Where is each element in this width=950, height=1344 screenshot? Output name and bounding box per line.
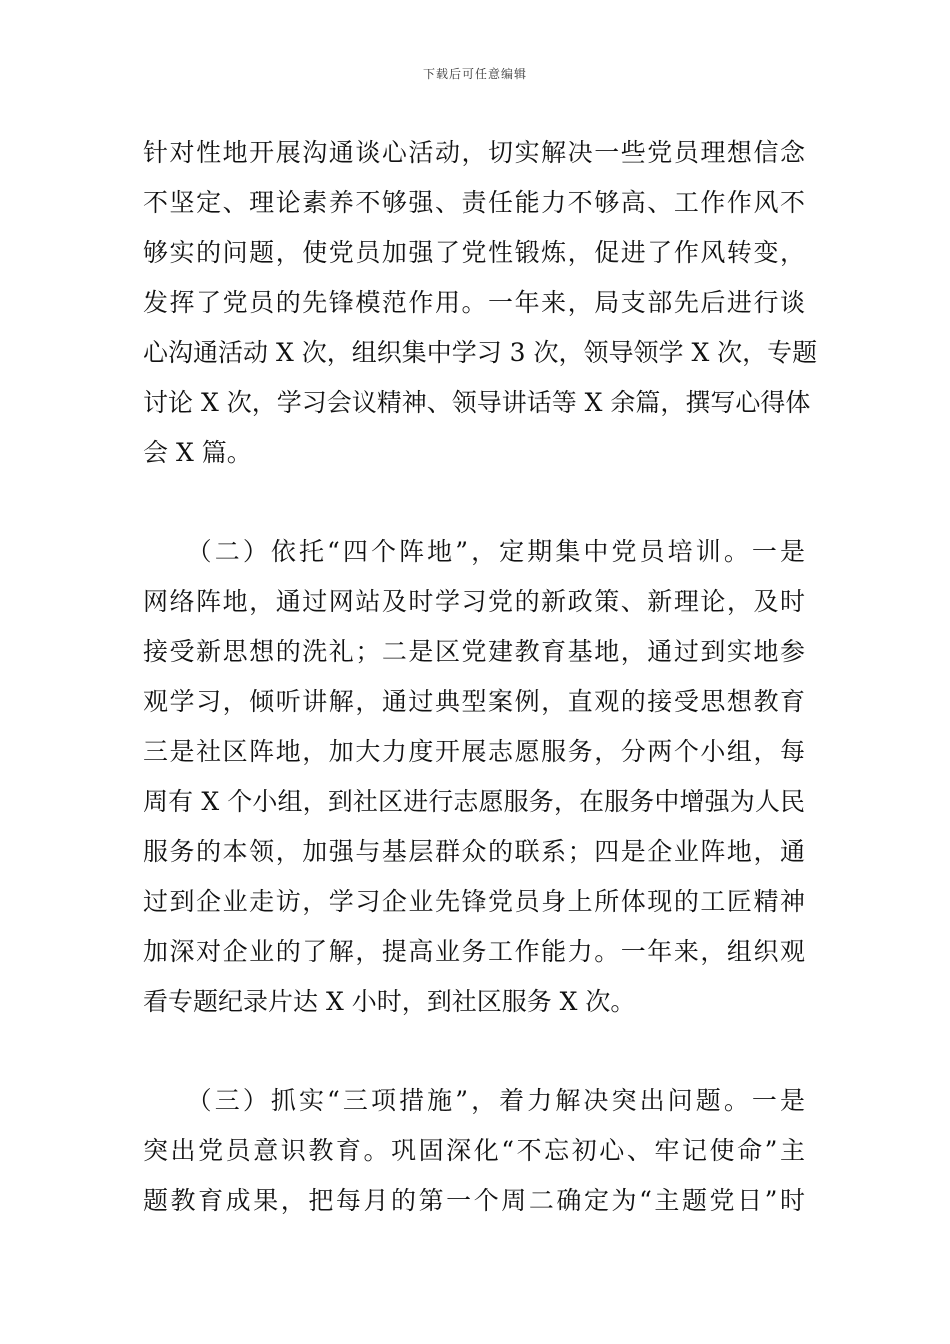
paragraph-line: （二）依托“四个阵地”，定期集中党员培训。一是 [143, 537, 805, 566]
paragraph-line: 观学习，倾听讲解，通过典型案例，直观的接受思想教育 [143, 687, 805, 716]
paragraph-line: 加深对企业的了解，提高业务工作能力。一年来，组织观 [143, 937, 805, 966]
paragraph-line: （三）抓实“三项措施”，着力解决突出问题。一是 [143, 1086, 805, 1115]
paragraph-1 [143, 128, 818, 478]
paragraph-line: 够实的问题，使党员加强了党性锻炼，促进了作风转变， [143, 238, 805, 267]
paragraph-line: 心沟通活动 X 次，组织集中学习 3 次，领导领学 X 次，专题 [143, 338, 818, 367]
paragraph-spacer [143, 478, 805, 527]
page-header: 下载后可任意编辑 [422, 67, 527, 81]
paragraph-spacer [143, 1027, 805, 1076]
paragraph-line: 周有 X 个小组，到社区进行志愿服务，在服务中增强为人民 [143, 787, 805, 816]
paragraph-2 [143, 527, 805, 1027]
paragraph-line: 服务的本领，加强与基层群众的联系；四是企业阵地，通 [143, 837, 805, 866]
paragraph-line: 三是社区阵地，加大力度开展志愿服务，分两个小组，每 [143, 737, 805, 766]
paragraph-line: 过到企业走访，学习企业先锋党员身上所体现的工匠精神 [143, 887, 805, 916]
paragraph-line: 发挥了党员的先锋模范作用。一年来，局支部先后进行谈 [143, 288, 805, 317]
paragraph-3 [143, 1076, 805, 1226]
paragraph-line: 看专题纪录片达 X 小时，到社区服务 X 次。 [143, 987, 636, 1016]
paragraph-line: 突出党员意识教育。巩固深化“不忘初心、牢记使命”主 [143, 1136, 805, 1165]
paragraph-line: 接受新思想的洗礼；二是区党建教育基地，通过到实地参 [143, 637, 805, 666]
paragraph-line: 题教育成果，把每月的第一个周二确定为“主题党日”时 [143, 1186, 805, 1215]
paragraph-line: 不坚定、理论素养不够强、责任能力不够高、工作作风不 [143, 188, 805, 217]
paragraph-line: 针对性地开展沟通谈心活动，切实解决一些党员理想信念 [143, 138, 805, 167]
document-body [143, 128, 818, 1226]
paragraph-line: 网络阵地，通过网站及时学习党的新政策、新理论，及时 [143, 587, 805, 616]
paragraph-line: 讨论 X 次，学习会议精神、领导讲话等 X 余篇，撰写心得体 [143, 388, 811, 417]
paragraph-line: 会 X 篇。 [143, 438, 252, 467]
